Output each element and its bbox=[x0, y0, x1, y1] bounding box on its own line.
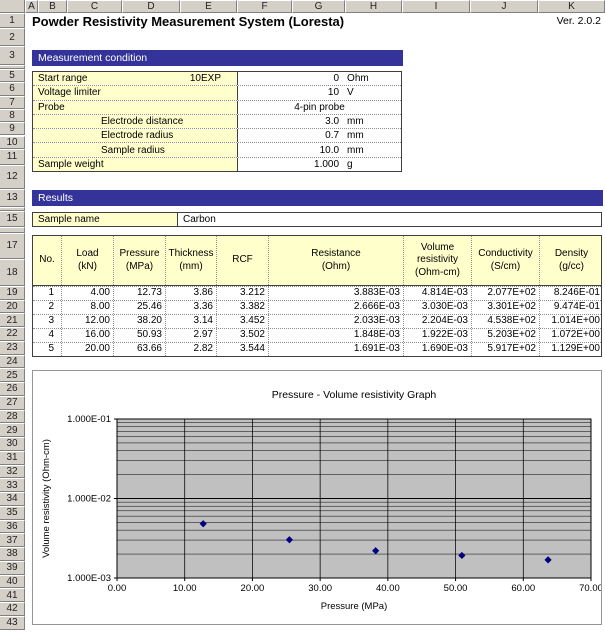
column-header-k[interactable]: K bbox=[538, 0, 605, 13]
results-table-header-row bbox=[33, 236, 601, 286]
chart-title: Pressure - Volume resistivity Graph bbox=[271, 389, 437, 401]
column-header-h[interactable]: H bbox=[345, 0, 402, 13]
condition-label: Sample radius bbox=[33, 143, 238, 156]
y-tick-label: 1.000E-01 bbox=[67, 414, 111, 425]
results-cell[interactable]: 5.203E+02 bbox=[471, 329, 539, 342]
row-header-36[interactable]: 36 bbox=[0, 520, 25, 534]
results-cell[interactable]: 3.36 bbox=[165, 301, 216, 314]
section-header-results: Results bbox=[32, 190, 603, 206]
sample-name-row bbox=[32, 212, 602, 227]
row-header-3[interactable]: 3 bbox=[0, 46, 25, 65]
x-tick-label: 50.00 bbox=[443, 583, 468, 594]
condition-row bbox=[33, 143, 401, 157]
row-header-37[interactable]: 37 bbox=[0, 533, 25, 547]
condition-label: Start range 10EXP bbox=[33, 72, 238, 85]
results-cell[interactable]: 38.20 bbox=[113, 315, 165, 328]
y-tick-label: 1.000E-03 bbox=[67, 573, 111, 584]
sheet-corner[interactable] bbox=[0, 0, 25, 13]
results-cell[interactable]: 1.690E-03 bbox=[403, 343, 471, 356]
row-header-27[interactable]: 27 bbox=[0, 396, 25, 410]
results-cell[interactable]: 4.00 bbox=[61, 287, 113, 300]
condition-label: Sample weight bbox=[33, 158, 238, 171]
results-cell[interactable]: 3.86 bbox=[165, 287, 216, 300]
condition-row bbox=[33, 115, 401, 129]
results-cell[interactable]: 50.93 bbox=[113, 329, 165, 342]
results-table-row bbox=[33, 328, 601, 342]
row-header-22[interactable]: 22 bbox=[0, 327, 25, 341]
results-cell[interactable]: 1.129E+00 bbox=[539, 343, 603, 356]
results-cell[interactable]: 2.666E-03 bbox=[268, 301, 403, 314]
results-cell[interactable]: 3.14 bbox=[165, 315, 216, 328]
results-cell[interactable]: 25.46 bbox=[113, 301, 165, 314]
results-cell[interactable]: 16.00 bbox=[61, 329, 113, 342]
results-column-header: Thickness (mm) bbox=[165, 236, 216, 285]
results-column-header: Density (g/cc) bbox=[539, 236, 603, 285]
results-cell[interactable]: 3 bbox=[48, 315, 54, 326]
results-cell[interactable]: 20.00 bbox=[61, 343, 113, 356]
condition-value[interactable]: 0.7 mm bbox=[325, 130, 364, 142]
row-header-24[interactable]: 24 bbox=[0, 355, 25, 369]
results-table bbox=[32, 235, 602, 357]
results-cell[interactable]: 8.00 bbox=[61, 301, 113, 314]
results-cell[interactable]: 4 bbox=[48, 329, 54, 340]
results-cell[interactable]: 3.030E-03 bbox=[403, 301, 471, 314]
page-title: Powder Resistivity Measurement System (Loresta) bbox=[32, 14, 345, 29]
row-header-28[interactable]: 28 bbox=[0, 410, 25, 424]
results-cell[interactable]: 4.814E-03 bbox=[403, 287, 471, 300]
x-tick-label: 40.00 bbox=[375, 583, 400, 594]
results-cell[interactable]: 1.848E-03 bbox=[268, 329, 403, 342]
results-column-header: Conductivity (S/cm) bbox=[471, 236, 539, 285]
results-cell[interactable]: 1.691E-03 bbox=[268, 343, 403, 356]
row-header-19[interactable]: 19 bbox=[0, 286, 25, 300]
results-column-header: Resistance (Ohm) bbox=[268, 236, 403, 285]
results-cell[interactable]: 2.204E-03 bbox=[403, 315, 471, 328]
condition-row bbox=[33, 129, 401, 143]
sample-name-value[interactable]: Carbon bbox=[183, 214, 216, 225]
results-cell[interactable]: 3.212 bbox=[216, 287, 268, 300]
x-tick-label: 0.00 bbox=[107, 583, 127, 594]
results-cell[interactable]: 63.66 bbox=[113, 343, 165, 356]
results-cell[interactable]: 12.00 bbox=[61, 315, 113, 328]
row-header-9[interactable]: 9 bbox=[0, 122, 25, 135]
condition-row bbox=[33, 72, 401, 86]
row-header-12[interactable]: 12 bbox=[0, 165, 25, 189]
row-header-31[interactable]: 31 bbox=[0, 451, 25, 465]
row-header-30[interactable]: 30 bbox=[0, 437, 25, 451]
x-tick-label: 60.00 bbox=[511, 583, 536, 594]
condition-value[interactable]: 3.0 mm bbox=[325, 116, 364, 128]
results-cell[interactable]: 3.452 bbox=[216, 315, 268, 328]
column-header-i[interactable]: I bbox=[402, 0, 470, 13]
results-cell[interactable]: 3.502 bbox=[216, 329, 268, 342]
condition-row bbox=[33, 86, 401, 100]
column-header-c[interactable]: C bbox=[67, 0, 122, 13]
condition-value[interactable]: 10 V bbox=[327, 87, 354, 99]
results-table-row bbox=[33, 342, 601, 356]
row-header-41[interactable]: 41 bbox=[0, 588, 25, 602]
results-cell[interactable]: 3.883E-03 bbox=[268, 287, 403, 300]
row-header-33[interactable]: 33 bbox=[0, 478, 25, 492]
x-tick-label: 30.00 bbox=[308, 583, 333, 594]
condition-label: Voltage limiter bbox=[33, 86, 238, 99]
results-cell[interactable]: 1.922E-03 bbox=[403, 329, 471, 342]
results-cell[interactable]: 2.033E-03 bbox=[268, 315, 403, 328]
results-table-row bbox=[33, 300, 601, 314]
column-header-d[interactable]: D bbox=[122, 0, 180, 13]
condition-value[interactable]: 1.000 g bbox=[314, 158, 353, 170]
sample-name-label: Sample name bbox=[33, 213, 178, 226]
row-header-40[interactable]: 40 bbox=[0, 575, 25, 589]
results-cell[interactable]: 5.917E+02 bbox=[471, 343, 539, 356]
results-cell[interactable]: 1.072E+00 bbox=[539, 329, 603, 342]
row-header-32[interactable]: 32 bbox=[0, 465, 25, 479]
row-header-34[interactable]: 34 bbox=[0, 492, 25, 506]
row-header-15[interactable]: 15 bbox=[0, 211, 25, 227]
condition-label: Probe bbox=[33, 101, 238, 114]
column-header-j[interactable]: J bbox=[470, 0, 538, 13]
condition-extra: 10EXP bbox=[189, 73, 221, 85]
results-cell[interactable]: 3.382 bbox=[216, 301, 268, 314]
condition-row bbox=[33, 101, 401, 115]
row-header-43[interactable]: 43 bbox=[0, 616, 25, 630]
version-label: Ver. 2.0.2 bbox=[556, 15, 601, 27]
results-cell[interactable]: 3.301E+02 bbox=[471, 301, 539, 314]
results-cell[interactable]: 4.538E+02 bbox=[471, 315, 539, 328]
row-header-8[interactable]: 8 bbox=[0, 109, 25, 122]
results-column-header: Load (kN) bbox=[61, 236, 113, 285]
results-column-header: Pressure (MPa) bbox=[113, 236, 165, 285]
results-cell[interactable]: 1.014E+00 bbox=[539, 315, 603, 328]
results-cell[interactable]: 1 bbox=[48, 287, 54, 298]
column-header-a[interactable]: A bbox=[25, 0, 38, 13]
row-header-7[interactable]: 7 bbox=[0, 96, 25, 109]
row-header-29[interactable]: 29 bbox=[0, 423, 25, 437]
row-header-10[interactable]: 10 bbox=[0, 136, 25, 149]
results-cell[interactable]: 8.246E-01 bbox=[539, 287, 603, 300]
row-header-42[interactable]: 42 bbox=[0, 602, 25, 616]
row-header-11[interactable]: 11 bbox=[0, 149, 25, 165]
condition-value[interactable]: 0 Ohm bbox=[333, 73, 369, 85]
condition-row bbox=[33, 158, 401, 171]
row-header-21[interactable]: 21 bbox=[0, 313, 25, 327]
row-header-1[interactable]: 1 bbox=[0, 13, 25, 28]
condition-label: Electrode radius bbox=[33, 129, 238, 142]
pressure-volume-resistivity-chart bbox=[32, 370, 602, 625]
measurement-condition-table bbox=[32, 71, 402, 172]
column-header-e[interactable]: E bbox=[180, 0, 237, 13]
results-column-header: No. bbox=[39, 254, 55, 266]
results-cell[interactable]: 5 bbox=[48, 343, 54, 354]
results-table-row bbox=[33, 286, 601, 300]
results-cell[interactable]: 2 bbox=[48, 301, 54, 312]
y-tick-label: 1.000E-02 bbox=[67, 493, 111, 505]
row-header-17[interactable]: 17 bbox=[0, 233, 25, 259]
results-cell[interactable]: 2.97 bbox=[165, 329, 216, 342]
condition-value[interactable]: 4-pin probe bbox=[294, 101, 345, 113]
x-tick-label: 10.00 bbox=[172, 583, 197, 594]
results-cell[interactable]: 3.544 bbox=[216, 343, 268, 356]
row-header-38[interactable]: 38 bbox=[0, 547, 25, 561]
results-cell[interactable]: 9.474E-01 bbox=[539, 301, 603, 314]
condition-label: Electrode distance bbox=[33, 115, 238, 128]
row-header-2[interactable]: 2 bbox=[0, 28, 25, 46]
results-table-row bbox=[33, 314, 601, 328]
x-axis-title: Pressure (MPa) bbox=[320, 601, 388, 612]
row-header-5[interactable]: 5 bbox=[0, 69, 25, 82]
x-tick-label: 20.00 bbox=[240, 583, 265, 594]
row-header-20[interactable]: 20 bbox=[0, 300, 25, 314]
row-header-39[interactable]: 39 bbox=[0, 561, 25, 575]
results-cell[interactable]: 2.82 bbox=[165, 343, 216, 356]
y-axis-title: Volume resistivity (Ohm-cm) bbox=[41, 439, 52, 558]
results-cell[interactable]: 2.077E+02 bbox=[471, 287, 539, 300]
row-header-25[interactable]: 25 bbox=[0, 368, 25, 382]
column-header-f[interactable]: F bbox=[237, 0, 292, 13]
row-header-6[interactable]: 6 bbox=[0, 82, 25, 95]
section-header-measurement-condition: Measurement condition bbox=[32, 50, 403, 66]
condition-value[interactable]: 10.0 mm bbox=[319, 144, 364, 156]
row-header-23[interactable]: 23 bbox=[0, 341, 25, 355]
results-column-header: Volume resistivity (Ohm-cm) bbox=[403, 236, 471, 285]
column-header-b[interactable]: B bbox=[38, 0, 67, 13]
row-header-13[interactable]: 13 bbox=[0, 189, 25, 207]
x-tick-label: 70.00 bbox=[579, 583, 601, 594]
row-header-18[interactable]: 18 bbox=[0, 259, 25, 286]
results-cell[interactable]: 12.73 bbox=[113, 287, 165, 300]
row-header-35[interactable]: 35 bbox=[0, 506, 25, 520]
chart-canvas bbox=[33, 371, 601, 624]
column-header-g[interactable]: G bbox=[292, 0, 345, 13]
results-column-header: RCF bbox=[216, 236, 268, 285]
row-header-26[interactable]: 26 bbox=[0, 382, 25, 396]
